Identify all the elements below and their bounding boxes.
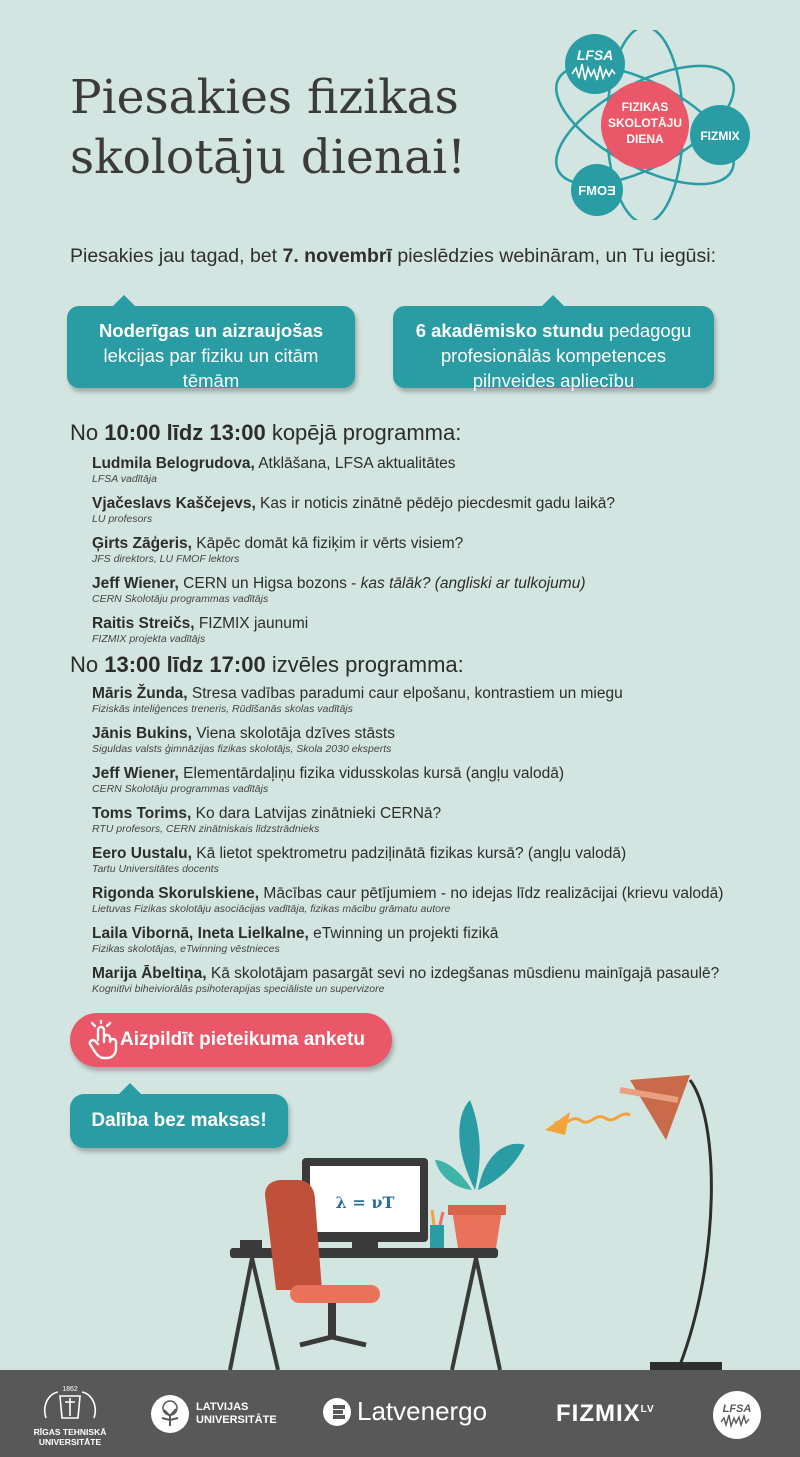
benefit-certificate-text-1: pedagogu bbox=[603, 320, 692, 341]
program-item-title bbox=[92, 494, 782, 513]
program-item-title bbox=[92, 724, 782, 743]
benefit-certificate-bold: 6 akadēmisko stundu bbox=[415, 320, 604, 341]
program-item-title bbox=[92, 534, 782, 553]
section2-mid: līdz bbox=[160, 652, 210, 677]
section2-pre: No bbox=[70, 652, 105, 677]
atom-fizmix-label: FIZMIX bbox=[700, 129, 740, 143]
program-item bbox=[92, 574, 782, 605]
lfsa-logo bbox=[712, 1390, 762, 1445]
chair-seat bbox=[290, 1285, 380, 1303]
program-item-title bbox=[92, 614, 782, 633]
apply-form-button[interactable] bbox=[70, 1013, 392, 1067]
atom-logo bbox=[540, 30, 750, 220]
speaker-role: Fiziskās inteliģences treneris, Rūdīšanās skolas vadītājs bbox=[92, 703, 353, 715]
latvenergo-e-icon bbox=[322, 1397, 352, 1427]
atom-center-line-3: DIENA bbox=[626, 132, 664, 146]
speaker-role: Fizikas skolotājas, eTwinning vēstnieces bbox=[92, 943, 280, 955]
plant-leaf-2 bbox=[478, 1144, 525, 1190]
intro-after: pieslēdzies webināram, un Tu iegūsi: bbox=[391, 245, 717, 267]
pointing-hand-icon bbox=[86, 1020, 120, 1060]
speaker-role: Kognitīvi biheiviorālās psihoterapijas speciāliste un supervizore bbox=[92, 983, 385, 995]
atom-center-line-2: SKOLOTĀJU bbox=[607, 116, 683, 130]
lamp-base bbox=[650, 1362, 722, 1370]
benefit-certificate bbox=[393, 306, 714, 391]
section1-post: kopējā programma: bbox=[265, 420, 462, 445]
rtu-emblem-icon bbox=[38, 1382, 102, 1422]
speaker-name: Ģirts Zāģeris, bbox=[92, 535, 192, 552]
talk-topic: Atklāšana, LFSA aktualitātes bbox=[254, 455, 456, 472]
speaker-role: FIZMIX projekta vadītājs bbox=[92, 633, 206, 645]
lu-name-line-2: UNIVERSITĀTE bbox=[196, 1414, 277, 1426]
speaker-name: Jānis Bukins, bbox=[92, 725, 192, 742]
talk-topic: FIZMIX jaunumi bbox=[194, 615, 309, 632]
lu-oak-icon bbox=[150, 1394, 190, 1434]
program-optional-list bbox=[92, 684, 782, 1004]
rtu-year: 1862 bbox=[62, 1386, 78, 1393]
program-item-title bbox=[92, 684, 782, 703]
section1-from: 10:00 bbox=[104, 420, 161, 445]
benefit-lectures-text: lekcijas par fiziku un citām tēmām bbox=[103, 345, 319, 391]
speaker-name: Laila Vibornā, Ineta Lielkalne, bbox=[92, 925, 309, 942]
fizmix-suffix: LV bbox=[640, 1404, 655, 1415]
desk-leg-right bbox=[452, 1258, 476, 1370]
speaker-role: LFSA vadītāja bbox=[92, 473, 157, 485]
program-item bbox=[92, 844, 782, 875]
program-item bbox=[92, 964, 782, 995]
talk-topic: Viena skolotāja dzīves stāsts bbox=[191, 725, 395, 742]
program-item bbox=[92, 724, 782, 755]
speaker-role: JFS direktors, LU FMOF lektors bbox=[92, 553, 240, 565]
rtu-name-line-1: RĪGAS TEHNISKĀ bbox=[33, 1427, 107, 1437]
talk-topic-italic: kas tālāk? (angliski ar tulkojumu) bbox=[360, 575, 586, 592]
section2-from: 13:00 bbox=[104, 652, 161, 677]
title-line-2: skolotāju dienai! bbox=[70, 130, 467, 185]
pencil-cup bbox=[430, 1225, 444, 1249]
desk-top bbox=[230, 1248, 498, 1258]
light-arrow bbox=[545, 1112, 570, 1135]
chair-base bbox=[300, 1337, 366, 1345]
speaker-name: Eero Uustalu, bbox=[92, 845, 192, 862]
program-item bbox=[92, 804, 782, 835]
program-item bbox=[92, 534, 782, 565]
program-item bbox=[92, 684, 782, 715]
talk-topic: eTwinning un projekti fizikā bbox=[308, 925, 499, 942]
section1-to: 13:00 bbox=[209, 420, 266, 445]
speaker-name: Ludmila Belogrudova, bbox=[92, 455, 255, 472]
talk-topic: Kā lietot spektrometru padziļinātā fizikas kursā? (angļu valodā) bbox=[191, 845, 627, 862]
talk-topic: Kas ir noticis zinātnē pēdējo piecdesmit gadu laikā? bbox=[255, 495, 616, 512]
chair-back bbox=[265, 1180, 322, 1290]
monitor-formula: λ = νT bbox=[335, 1193, 395, 1212]
latvenergo-name: Latvenergo bbox=[357, 1396, 488, 1426]
speaker-name: Marija Ābeltiņa, bbox=[92, 965, 207, 982]
talk-topic: Stresa vadības paradumi caur elpošanu, kontrastiem un miegu bbox=[187, 685, 623, 702]
benefit-certificate-text-2: profesionālās kompetences pilnveides apliecību bbox=[440, 345, 667, 391]
talk-topic: Kāpēc domāt kā fiziķim ir vērts visiem? bbox=[191, 535, 464, 552]
program-item-title bbox=[92, 764, 782, 783]
plant-pot bbox=[452, 1210, 502, 1248]
speaker-name: Jeff Wiener, bbox=[92, 575, 179, 592]
program-item-title bbox=[92, 844, 782, 863]
section2-to: 17:00 bbox=[209, 652, 266, 677]
section1-mid: līdz bbox=[160, 420, 210, 445]
speaker-role: CERN Skolotāju programmas vadītājs bbox=[92, 783, 269, 795]
speaker-name: Vjačeslavs Kaščejevs, bbox=[92, 495, 256, 512]
speaker-role: RTU profesors, CERN zinātniskais līdzstrādnieks bbox=[92, 823, 320, 835]
speaker-role: CERN Skolotāju programmas vadītājs bbox=[92, 593, 269, 605]
program-item bbox=[92, 614, 782, 645]
talk-topic: Ko dara Latvijas zinātnieki CERNā? bbox=[191, 805, 442, 822]
program-item bbox=[92, 764, 782, 795]
program-item-title bbox=[92, 804, 782, 823]
program-common-list bbox=[92, 454, 782, 654]
fizmix-name: FIZMIX bbox=[556, 1400, 641, 1427]
speaker-role: Siguldas valsts ģimnāzijas fizikas skolotājs, Skola 2030 eksperts bbox=[92, 743, 392, 755]
speaker-role: LU profesors bbox=[92, 513, 153, 525]
intro-text bbox=[70, 245, 716, 268]
rtu-logo bbox=[30, 1382, 110, 1447]
program-item bbox=[92, 884, 782, 915]
lamp-shade bbox=[630, 1075, 690, 1140]
speaker-name: Raitis Streičs, bbox=[92, 615, 195, 632]
rtu-name-line-2: UNIVERSITĀTE bbox=[38, 1437, 102, 1447]
atom-center-line-1: FIZIKAS bbox=[621, 100, 669, 114]
desk-illustration bbox=[220, 1060, 760, 1370]
program-item bbox=[92, 454, 782, 485]
section2-post: izvēles programma: bbox=[265, 652, 464, 677]
section1-pre: No bbox=[70, 420, 105, 445]
talk-topic: Elementārdaļiņu fizika vidusskolas kursā (angļu valodā) bbox=[178, 765, 564, 782]
speaker-name: Toms Torims, bbox=[92, 805, 192, 822]
free-participation-label: Dalība bez maksas! bbox=[91, 1110, 267, 1131]
talk-topic: CERN un Higsa bozons - bbox=[178, 575, 361, 592]
partner-footer bbox=[0, 1370, 800, 1457]
lfsa-name: LFSA bbox=[722, 1403, 752, 1415]
program-item-title bbox=[92, 454, 782, 473]
plant-leaf-1 bbox=[459, 1100, 479, 1190]
speaker-role: Lietuvas Fizikas skolotāju asociācijas vadītāja, fizikas mācību grāmatu autore bbox=[92, 903, 451, 915]
lamp-stand bbox=[680, 1080, 711, 1365]
speaker-name: Jeff Wiener, bbox=[92, 765, 179, 782]
lfsa-circle-icon bbox=[712, 1390, 762, 1440]
program-item-title bbox=[92, 574, 782, 593]
atom-lfsa-label: LFSA bbox=[576, 47, 614, 63]
intro-before: Piesakies jau tagad, bet bbox=[70, 245, 283, 267]
benefit-lectures bbox=[67, 306, 355, 391]
speaker-name: Rigonda Skorulskiene, bbox=[92, 885, 260, 902]
speaker-name: Māris Žunda, bbox=[92, 685, 188, 702]
program-item-title bbox=[92, 884, 782, 903]
desk-leg-left bbox=[230, 1258, 252, 1370]
lu-name-line-1: LATVIJAS bbox=[196, 1401, 249, 1413]
program-item-title bbox=[92, 964, 782, 983]
talk-topic: Kā skolotājam pasargāt sevi no izdegšanas mūsdienu mainīgajā pasaulē? bbox=[206, 965, 720, 982]
benefit-lectures-bold: Noderīgas un aizraujošas bbox=[98, 320, 324, 341]
talk-topic: Mācības caur pētījumiem - no idejas līdz realizācijai (krievu valodā) bbox=[259, 885, 724, 902]
atom-fmof-label: FMOƎ bbox=[578, 183, 616, 198]
latvenergo-logo bbox=[322, 1396, 487, 1427]
title-line-1: Piesakies fizikas bbox=[70, 70, 459, 125]
page-title bbox=[70, 68, 466, 188]
intro-date: 7. novembrī bbox=[282, 245, 392, 267]
section-heading-optional bbox=[70, 652, 464, 678]
program-item bbox=[92, 494, 782, 525]
program-item-title bbox=[92, 924, 782, 943]
section-heading-common bbox=[70, 420, 461, 446]
fizmix-logo bbox=[556, 1400, 655, 1428]
program-item bbox=[92, 924, 782, 955]
apply-form-label: Aizpildīt pieteikuma anketu bbox=[120, 1029, 365, 1050]
speaker-role: Tartu Universitātes docents bbox=[92, 863, 219, 875]
lu-logo bbox=[150, 1394, 277, 1434]
